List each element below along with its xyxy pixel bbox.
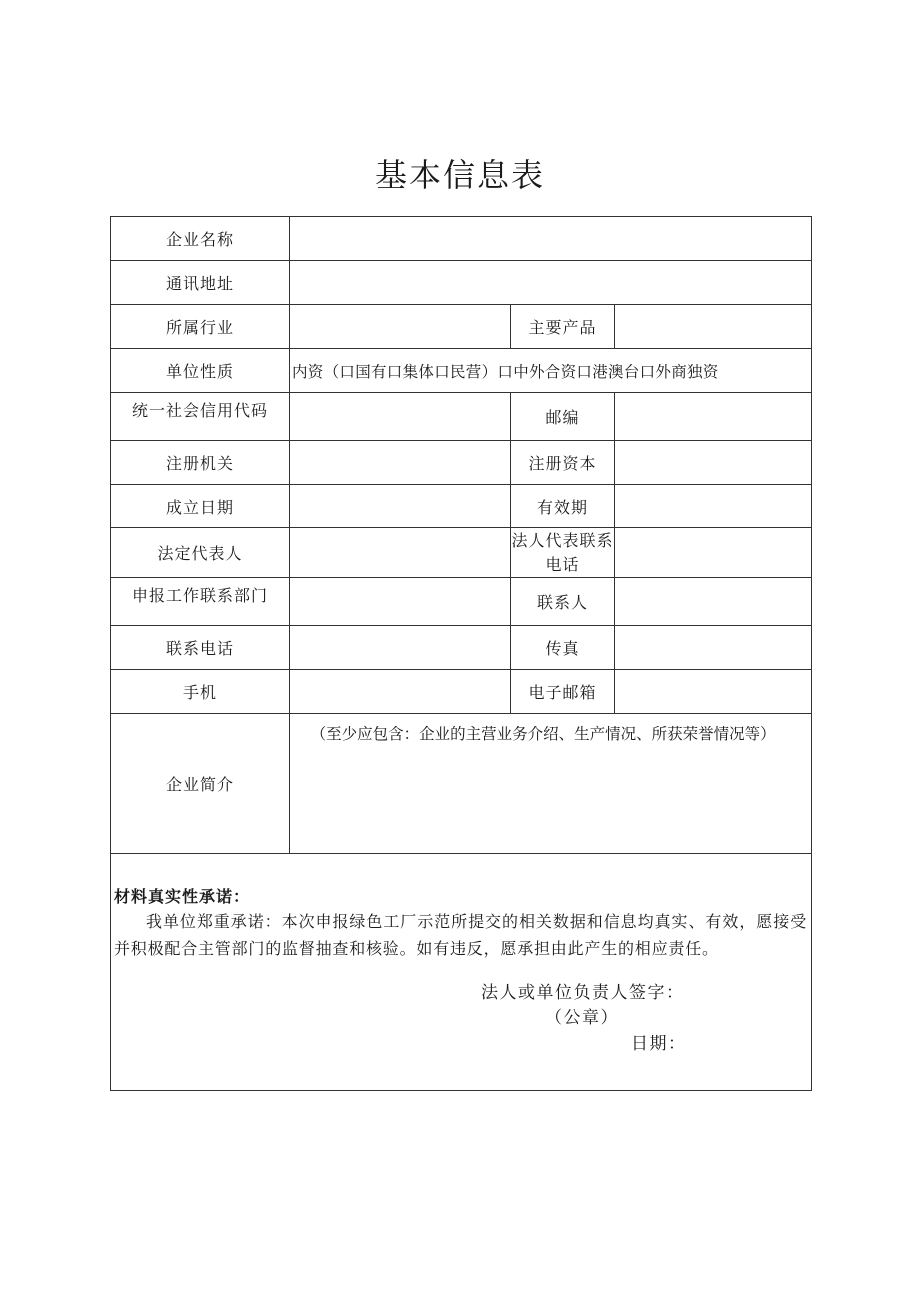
- legal-rep-contact-line-2: 电话: [545, 554, 580, 574]
- established-date-label: 成立日期: [111, 485, 290, 528]
- pledge-text: 我单位郑重承诺：本次申报绿色工厂示范所提交的相关数据和信息均真实、有效，愿接受并积极配合主管部门的监督抽查和核验。如有违反，愿承担由此产生的相应责任。: [114, 912, 807, 958]
- registration-authority-label: 注册机关: [111, 441, 290, 485]
- pledge-heading: 材料真实性承诺：: [114, 887, 251, 906]
- registered-capital-label: 注册资本: [511, 441, 615, 485]
- contact-person-field[interactable]: [615, 578, 812, 626]
- postcode-field[interactable]: [615, 393, 812, 441]
- email-field[interactable]: [615, 670, 812, 714]
- address-label: 通讯地址: [111, 261, 290, 305]
- date-label: 日期：: [631, 1034, 687, 1054]
- row-registration: [111, 441, 812, 485]
- registered-capital-field[interactable]: [615, 441, 812, 485]
- row-phone: [111, 626, 812, 670]
- fax-label: 传真: [511, 626, 615, 670]
- legal-rep-contact-line-1: 法人代表联系: [511, 530, 614, 550]
- legal-rep-field[interactable]: [290, 528, 511, 578]
- industry-label: 所属行业: [111, 305, 290, 349]
- address-field[interactable]: [290, 261, 812, 305]
- credit-code-label: 统一社会信用代码: [111, 393, 290, 441]
- unit-nature-label: 单位性质: [111, 349, 290, 393]
- company-name-label: 企业名称: [111, 217, 290, 261]
- unit-nature-options[interactable]: 内资（口国有口集体口民营）口中外合资口港澳台口外商独资: [290, 349, 812, 393]
- seal-label: （公章）: [545, 1008, 619, 1028]
- fax-field[interactable]: [615, 626, 812, 670]
- company-name-field[interactable]: [290, 217, 812, 261]
- contact-dept-field[interactable]: [290, 578, 511, 626]
- mobile-label: 手机: [111, 670, 290, 714]
- legal-rep-contact-label: [511, 528, 615, 578]
- row-company-name: [111, 217, 812, 261]
- pledge-section: [111, 854, 812, 1091]
- signature-label: 法人或单位负责人签字：: [481, 983, 685, 1003]
- main-products-field[interactable]: [615, 305, 812, 349]
- row-address: [111, 261, 812, 305]
- company-intro-field[interactable]: （至少应包含：企业的主营业务介绍、生产情况、所获荣誉情况等）: [290, 714, 812, 854]
- row-dates: [111, 485, 812, 528]
- page-title: 基本信息表: [374, 156, 545, 194]
- registration-authority-field[interactable]: [290, 441, 511, 485]
- postcode-label: 邮编: [511, 393, 615, 441]
- basic-info-form: [110, 216, 812, 1091]
- phone-field[interactable]: [290, 626, 511, 670]
- contact-person-label: 联系人: [511, 578, 615, 626]
- main-products-label: 主要产品: [511, 305, 615, 349]
- row-mobile: [111, 670, 812, 714]
- contact-dept-label: 申报工作联系部门: [111, 578, 290, 626]
- mobile-field[interactable]: [290, 670, 511, 714]
- industry-field[interactable]: [290, 305, 511, 349]
- company-intro-label: 企业简介: [111, 714, 290, 854]
- email-label: 电子邮箱: [511, 670, 615, 714]
- row-industry: [111, 305, 812, 349]
- legal-rep-label: 法定代表人: [111, 528, 290, 578]
- valid-period-field[interactable]: [615, 485, 812, 528]
- legal-rep-contact-field[interactable]: [615, 528, 812, 578]
- established-date-field[interactable]: [290, 485, 511, 528]
- row-credit-code: [111, 393, 812, 441]
- credit-code-field[interactable]: [290, 393, 511, 441]
- phone-label: 联系电话: [111, 626, 290, 670]
- row-company-intro: [111, 714, 812, 854]
- row-contact-dept: [111, 578, 812, 626]
- valid-period-label: 有效期: [511, 485, 615, 528]
- row-legal-rep: [111, 528, 812, 578]
- row-pledge: [111, 854, 812, 1091]
- row-unit-nature: [111, 349, 812, 393]
